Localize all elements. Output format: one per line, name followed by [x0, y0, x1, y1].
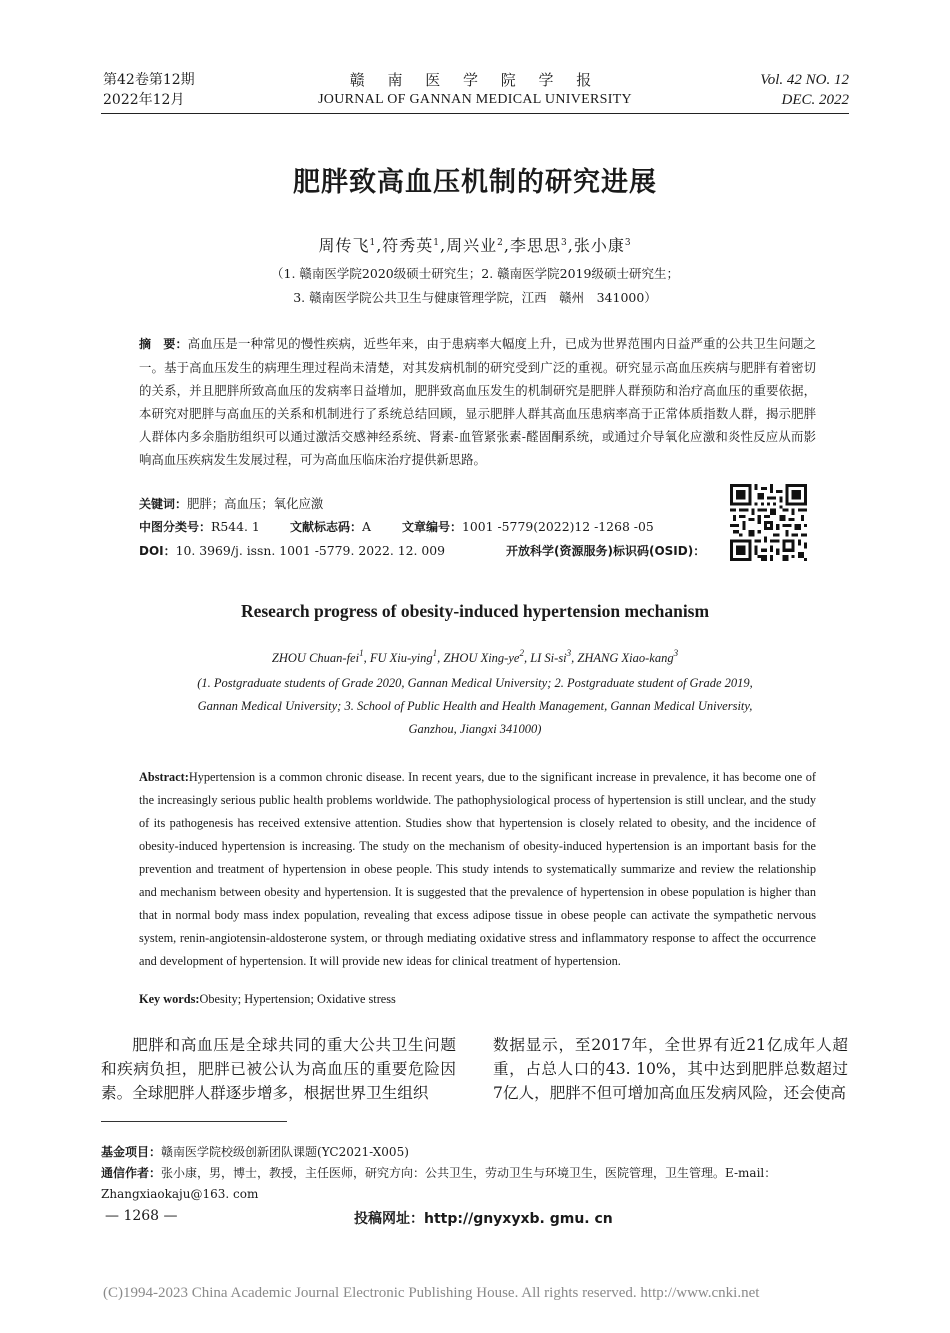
corresponding-author-note: 通信作者：张小康，男，博士，教授，主任医师，研究方向：公共卫生，劳动卫生与环境卫生，医院管理，卫生管理。E-mail：: [101, 1166, 777, 1180]
authors-cn: [0, 233, 950, 256]
abstract-cn-label: 摘 要：: [139, 337, 188, 351]
authors-en: [0, 648, 950, 666]
abstract-cn: [139, 332, 816, 471]
corresponding-email[interactable]: Zhangxiaokaju@163. com: [101, 1187, 259, 1201]
abstract-en-label: Abstract:: [139, 770, 189, 784]
author-cn: 周传飞$^1$,: [318, 236, 383, 255]
keywords-en: [139, 992, 396, 1007]
affiliation-cn-line: （1. 赣南医学院2020级硕士研究生；2. 赣南医学院2019级硕士研究生；: [271, 266, 679, 281]
footnote-rule: [101, 1121, 287, 1122]
document-code: 文献标志码：A: [290, 519, 371, 534]
body-column-right: 数据显示，至2017年，全世界有近21亿成年人超重，占总人口的43. 10%，其中达到肥胖总数超过7亿人，肥胖不但可增加高血压发病风险，还会使高: [493, 1036, 848, 1102]
author-en: ZHOU Chuan-fei$^1$,: [271, 648, 370, 665]
keywords-cn: [139, 494, 323, 512]
author-en: FU Xiu-ying$^1$,: [369, 648, 444, 665]
author-cn: 符秀英$^1$,: [382, 236, 447, 255]
volume-cn: 第42卷第12期: [103, 72, 195, 88]
journal-name-en: JOURNAL OF GANNAN MEDICAL UNIVERSITY: [318, 92, 632, 107]
journal-name-cn: 赣 南 医 学 院 学 报: [349, 71, 601, 89]
keywords-cn-text: 肥胖；高血压；氧化应激: [187, 496, 324, 511]
paper-title-en: Research progress of obesity-induced hypertension mechanism: [240, 601, 710, 621]
abstract-en-text: Hypertension is a common chronic disease. In recent years, due to the significant increase in prevalence, it has become one of the increasingly serious public health problems worldwide. The pathophysiological process of hypertension is still unclear, and the study of its pathogenesis has received extensive attention. Studies show that hypertension is closely related to obesity, and the incidence of obesity-induced hypertension is increasing. The study on the mechanism of obesity-induced hypertension is an important basis for the prevention and treatment of hypertension in obese people. This study intends to systematically summarize and review the relationship and mechanism between obesity and hypertension. It is suggested that the prevalence of hypertension in obese population is higher than that in normal body mass index population, revealing that excess adipose tissue in obese people can activate the sympathetic nervous system, renin-angiotensin-aldosterone system, or through mediating oxidative stress and inflammatory response to affect the occurrence and development of hypertension. It will provide new ideas for clinical treatment of hypertension.: [139, 770, 816, 968]
body-column-left: 肥胖和高血压是全球共同的重大公共卫生问题和疾病负担，肥胖已被公认为高血压的重要危险因素。全球肥胖人群逐步增多，根据世界卫生组织: [101, 1036, 456, 1102]
funding-note: 基金项目：赣南医学院校级创新团队课题(YC2021-X005): [101, 1145, 409, 1159]
journal-issue-en: [760, 70, 849, 110]
copyright-line: (C)1994-2023 China Academic Journal Electronic Publishing House. All rights reserved. http://www.cnki.net: [103, 1285, 760, 1301]
paper-title-cn: 肥胖致高血压机制的研究进展: [293, 167, 657, 198]
affiliation-en-line: Ganzhou, Jiangxi 341000): [408, 722, 542, 736]
date-en: DEC. 2022: [781, 92, 849, 108]
author-en: ZHANG Xiao-kang$^3$: [577, 648, 679, 665]
date-cn: 2022年12月: [103, 92, 185, 108]
author-en: LI $Si-si^3$,: [530, 648, 578, 665]
keywords-cn-label: 关键词：: [139, 497, 188, 511]
article-number: 文章编号：1001 -5779(2022)12 -1268 -05: [402, 519, 654, 534]
header-rule: [101, 113, 849, 114]
author-cn: 周兴业$^2$,: [446, 236, 510, 255]
affiliation-en-line: (1. Postgraduate students of Grade 2020, Gannan Medical University; 2. Postgraduate student of Grade 2019,: [197, 676, 753, 690]
author-cn: 张小康$^3$: [573, 236, 632, 255]
qr-code-icon[interactable]: [730, 484, 807, 561]
keywords-en-label: Key words:: [139, 992, 200, 1006]
page-number: — 1268 —: [105, 1208, 178, 1224]
author-en: ZHOU Xing-$ye^2$,: [443, 648, 531, 665]
doi[interactable]: DOI：10. 3969/j. issn. 1001 -5779. 2022. 12. 009: [139, 543, 446, 558]
osid-label: 开放科学(资源服务)标识码(OSID)：: [506, 544, 706, 558]
submission-url[interactable]: 投稿网址：http://gnyxyxb. gmu. cn: [354, 1211, 613, 1227]
volume-en: Vol. 42 NO. 12: [760, 72, 849, 88]
keywords-en-text: Obesity; Hypertension; Oxidative stress: [199, 992, 396, 1006]
affiliation-cn-line: 3. 赣南医学院公共卫生与健康管理学院，江西 赣州 341000）: [293, 290, 657, 305]
abstract-cn-text: 高血压是一种常见的慢性疾病，近些年来，由于患病率大幅度上升，已成为世界范围内日益严重的公共卫生问题之一。基于高血压发生的病理生理过程尚未清楚，对其发病机制的研究受到广泛的重视。研究显示高血压疾病与肥胖有着密切的关系，并且肥胖所致高血压的发病率日益增加，肥胖致高血压发生的机制研究是肥胖人群预防和治疗高血压的重要依据，本研究对肥胖与高血压的关系和机制进行了系统总结回顾，显示肥胖人群其高血压患病率高于正常体质指数人群，揭示肥胖人群体内多余脂肪组织可以通过激活交感神经系统、肾素-血管紧张素-醛固酮系统，或通过介导氧化应激和炎性反应从而影响高血压疾病发生发展过程，可为高血压临床治疗提供新思路。: [139, 336, 816, 467]
affiliation-en-line: Gannan Medical University; 3. School of Public Health and Health Management, Gannan Medical University,: [197, 699, 753, 713]
clc-number: 中图分类号：R544. 1: [139, 519, 260, 534]
author-cn: 李思思$^3$,: [509, 236, 574, 255]
abstract-en: [139, 766, 816, 973]
